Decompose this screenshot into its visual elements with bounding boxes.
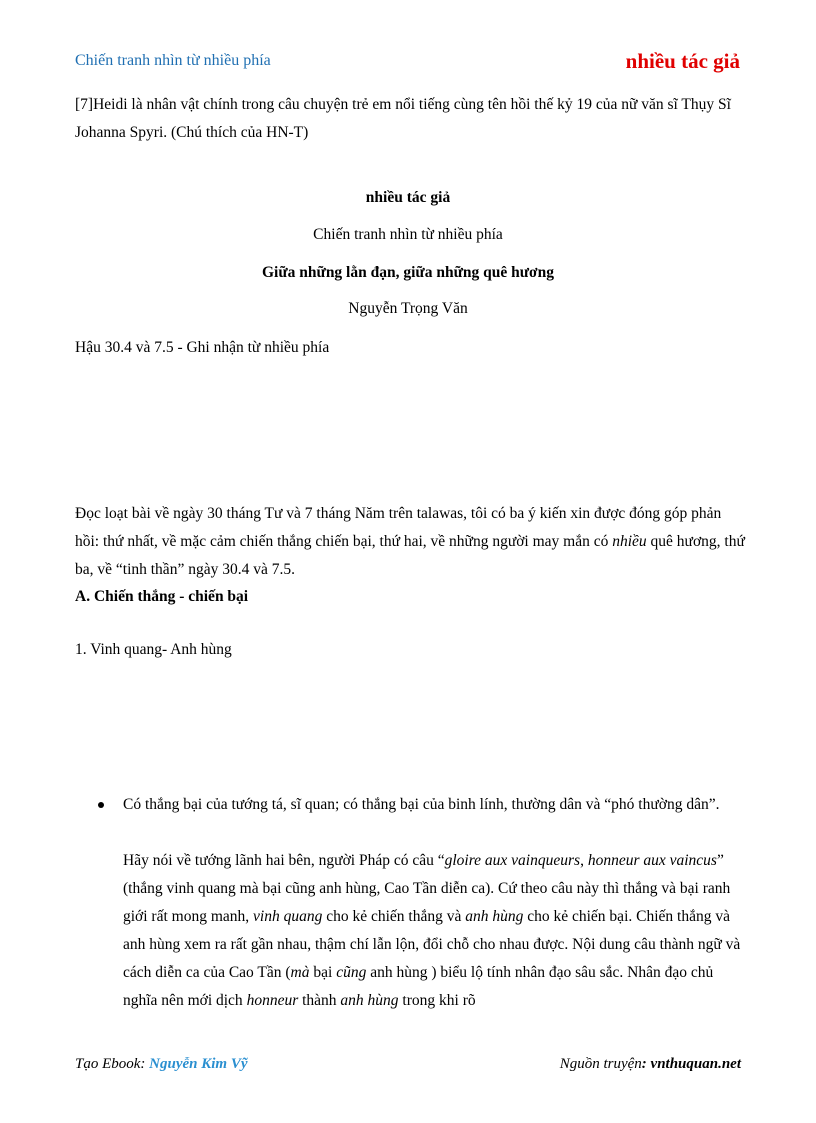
bp-i3: vinh quang xyxy=(253,908,323,925)
footnote: [7]Heidi là nhân vật chính trong câu chuyện trẻ em nổi tiếng cùng tên hồi thế kỷ 19 của nữ văn sĩ Thụy Sĩ Johanna Spyri. (Chú thích của HN-T) xyxy=(75,96,731,141)
article-subtitle: Hậu 30.4 và 7.5 - Ghi nhận từ nhiều phía xyxy=(75,339,330,356)
footer-right-sep: : xyxy=(641,1056,651,1072)
title-chapter: Giữa những lằn đạn, giữa những quê hương xyxy=(261,264,554,281)
footer-left-name: Nguyễn Kim Vỹ xyxy=(149,1056,248,1072)
bp-b: , xyxy=(580,852,588,869)
bp-a: Hãy nói về tướng lãnh hai bên, người Pháp có câu “ xyxy=(123,852,445,869)
bp-g: anh hùng ) biểu lộ tính nhân đạo sâu sắc. Nhân đạo chủ nghĩa nên mới dịch xyxy=(123,964,714,1009)
title-writer: Nguyễn Trọng Văn xyxy=(348,300,468,317)
header-book-title: Chiến tranh nhìn từ nhiều phía xyxy=(75,52,271,69)
footer-left-label: Tạo Ebook xyxy=(75,1056,141,1072)
bp-h: thành xyxy=(298,992,341,1009)
footer-left-sep: : xyxy=(140,1056,150,1072)
bullet-dot xyxy=(98,802,104,808)
bp-i7: honneur xyxy=(246,992,299,1009)
bp-c: ” (thắng vinh quang mà bại cũng anh hùng, Cao Tần diễn ca). Cứ theo câu này thì thắng và bại ranh giới rất mong manh, xyxy=(123,852,731,925)
section-heading: A. Chiến thắng - chiến bại xyxy=(75,588,249,605)
footer-right-label: Nguồn truyện xyxy=(559,1056,642,1072)
footer-right-site[interactable]: vnthuquan.net xyxy=(650,1056,741,1072)
bullet-line1: Có thắng bại của tướng tá, sĩ quan; có thắng bại của binh lính, thường dân và “phó thường dân”. xyxy=(123,796,720,813)
footer-ebook-credit xyxy=(75,1056,248,1073)
intro-paragraph xyxy=(75,500,745,584)
bp-i1: gloire aux vainqueurs xyxy=(444,852,581,869)
header-author: nhiều tác giả xyxy=(625,49,740,73)
intro-text-2: quê hương, thứ ba, về “tinh thần” ngày 30.4 và 7.5. xyxy=(75,533,745,578)
bp-j: trong khi rõ xyxy=(398,992,476,1009)
bullet-paragraph xyxy=(123,847,748,1015)
subsection-heading: 1. Vinh quang- Anh hùng xyxy=(75,641,232,658)
bp-i2: honneur aux vaincus xyxy=(587,852,717,869)
title-book: Chiến tranh nhìn từ nhiều phía xyxy=(313,226,503,243)
bp-i5: mà xyxy=(290,964,310,981)
bp-i4: anh hùng xyxy=(465,908,524,925)
intro-text-1: Đọc loạt bài về ngày 30 tháng Tư và 7 tháng Năm trên talawas, tôi có ba ý kiến xin được đóng góp phản hồi: thứ nhất, về mặc cảm chiến thắng chiến bại, thứ hai, về những người may mắn có xyxy=(75,505,722,550)
bp-f: bại xyxy=(309,964,337,981)
title-author: nhiều tác giả xyxy=(365,189,451,206)
bp-e: cho kẻ chiến bại. Chiến thắng và anh hùng xem ra rất gần nhau, thậm chí lẫn lộn, đổi chỗ cho nhau được. Nội dung câu thành ngữ và cách diễn ca của Cao Tần ( xyxy=(123,908,741,981)
bp-i6: cũng xyxy=(336,964,367,981)
bp-i8: anh hùng xyxy=(340,992,399,1009)
intro-italic: nhiều xyxy=(612,533,647,550)
footer-source-credit xyxy=(560,1056,741,1073)
bp-d: cho kẻ chiến thắng và xyxy=(322,908,466,925)
